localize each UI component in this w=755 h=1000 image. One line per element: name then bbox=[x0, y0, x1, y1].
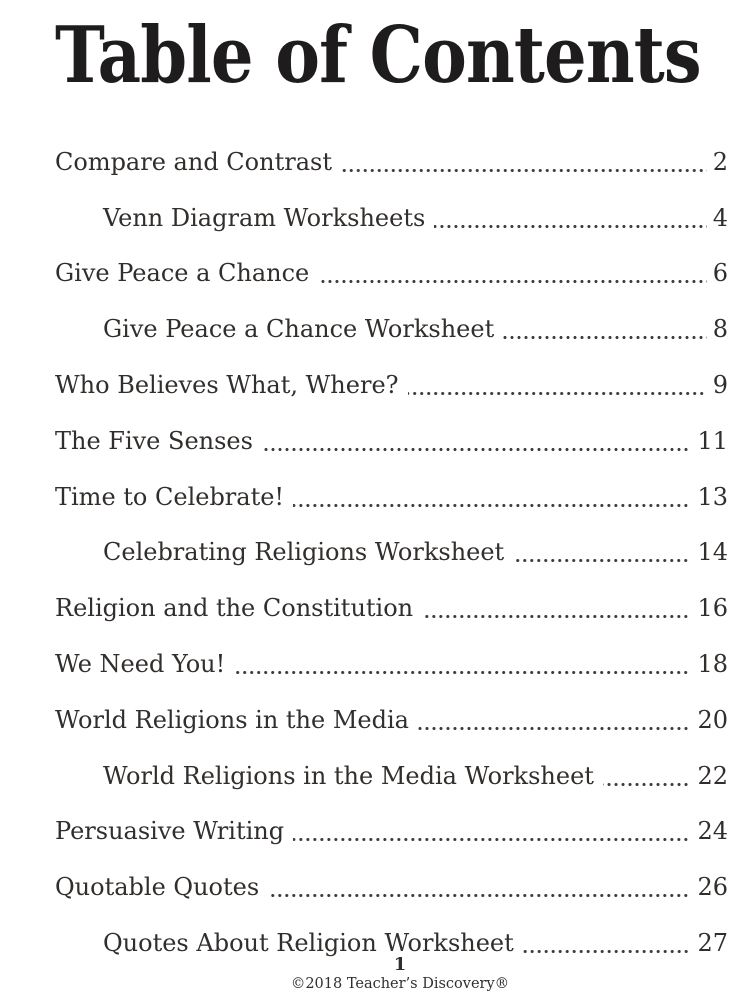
toc-entry bbox=[55, 523, 728, 579]
toc-entry-label: We Need You! bbox=[55, 649, 226, 678]
toc-entry-label: Give Peace a Chance Worksheet bbox=[103, 315, 495, 344]
toc-entry-label: The Five Senses bbox=[55, 426, 253, 455]
toc-entry-label: Persuasive Writing bbox=[55, 817, 285, 846]
toc-entry-page-number: 26 bbox=[697, 873, 728, 902]
page-title: Table of Contents bbox=[55, 10, 701, 101]
toc-entry-label: Who Believes What, Where? bbox=[55, 370, 399, 399]
toc-entry bbox=[55, 578, 728, 634]
dot-leader bbox=[341, 169, 707, 172]
toc-entry-page-number: 18 bbox=[697, 649, 728, 678]
dot-leader bbox=[408, 392, 707, 395]
toc-entry-page-number: 14 bbox=[697, 538, 728, 567]
toc-entry-page-number: 22 bbox=[697, 761, 728, 790]
toc-list bbox=[55, 132, 728, 969]
toc-entry-page-number: 13 bbox=[697, 482, 728, 511]
toc-entry bbox=[55, 857, 728, 913]
toc-entry bbox=[55, 467, 728, 523]
toc-entry bbox=[55, 802, 728, 858]
toc-entry bbox=[55, 690, 728, 746]
toc-entry-page-number: 16 bbox=[697, 594, 728, 623]
toc-entry-label: World Religions in the Media bbox=[55, 705, 409, 734]
dot-leader bbox=[513, 559, 691, 562]
toc-entry-label: Religion and the Constitution bbox=[55, 594, 414, 623]
footer-page-number: 1 bbox=[393, 954, 407, 975]
dot-leader bbox=[293, 838, 691, 841]
dot-leader bbox=[603, 783, 692, 786]
toc-entry-label: Time to Celebrate! bbox=[55, 482, 285, 511]
dot-leader bbox=[318, 280, 706, 283]
toc-entry bbox=[55, 188, 728, 244]
toc-entry-label: Quotable Quotes bbox=[55, 873, 260, 902]
toc-entry-page-number: 9 bbox=[712, 370, 728, 399]
toc-entry bbox=[55, 634, 728, 690]
toc-entry-label: Compare and Contrast bbox=[55, 147, 332, 176]
dot-leader bbox=[418, 727, 691, 730]
footer-copyright: ©2018 Teacher’s Discovery® bbox=[290, 976, 510, 992]
toc-entry-label: Give Peace a Chance bbox=[55, 259, 310, 288]
toc-entry bbox=[55, 244, 728, 300]
toc-entry-page-number: 11 bbox=[697, 426, 728, 455]
toc-entry bbox=[55, 746, 728, 802]
toc-entry-label: Quotes About Religion Worksheet bbox=[103, 928, 514, 957]
toc-entry-label: World Religions in the Media Worksheet bbox=[103, 761, 594, 790]
dot-leader bbox=[503, 336, 707, 339]
toc-entry bbox=[55, 355, 728, 411]
dot-leader bbox=[234, 671, 691, 674]
dot-leader bbox=[293, 504, 691, 507]
toc-entry-label: Venn Diagram Worksheets bbox=[103, 203, 426, 232]
dot-leader bbox=[262, 448, 692, 451]
page-footer bbox=[45, 953, 755, 993]
dot-leader bbox=[434, 225, 706, 228]
dot-leader bbox=[268, 894, 691, 897]
toc-entry-label: Celebrating Religions Worksheet bbox=[103, 538, 505, 567]
toc-entry-page-number: 4 bbox=[712, 203, 728, 232]
toc-entry-page-number: 20 bbox=[697, 705, 728, 734]
toc-entry bbox=[55, 132, 728, 188]
toc-entry-page-number: 8 bbox=[712, 315, 728, 344]
toc-entry-page-number: 24 bbox=[697, 817, 728, 846]
toc-entry-page-number: 6 bbox=[712, 259, 728, 288]
toc-entry bbox=[55, 411, 728, 467]
dot-leader bbox=[422, 615, 691, 618]
toc-entry-page-number: 27 bbox=[697, 928, 728, 957]
toc-entry-page-number: 2 bbox=[712, 147, 728, 176]
toc-entry bbox=[55, 299, 728, 355]
